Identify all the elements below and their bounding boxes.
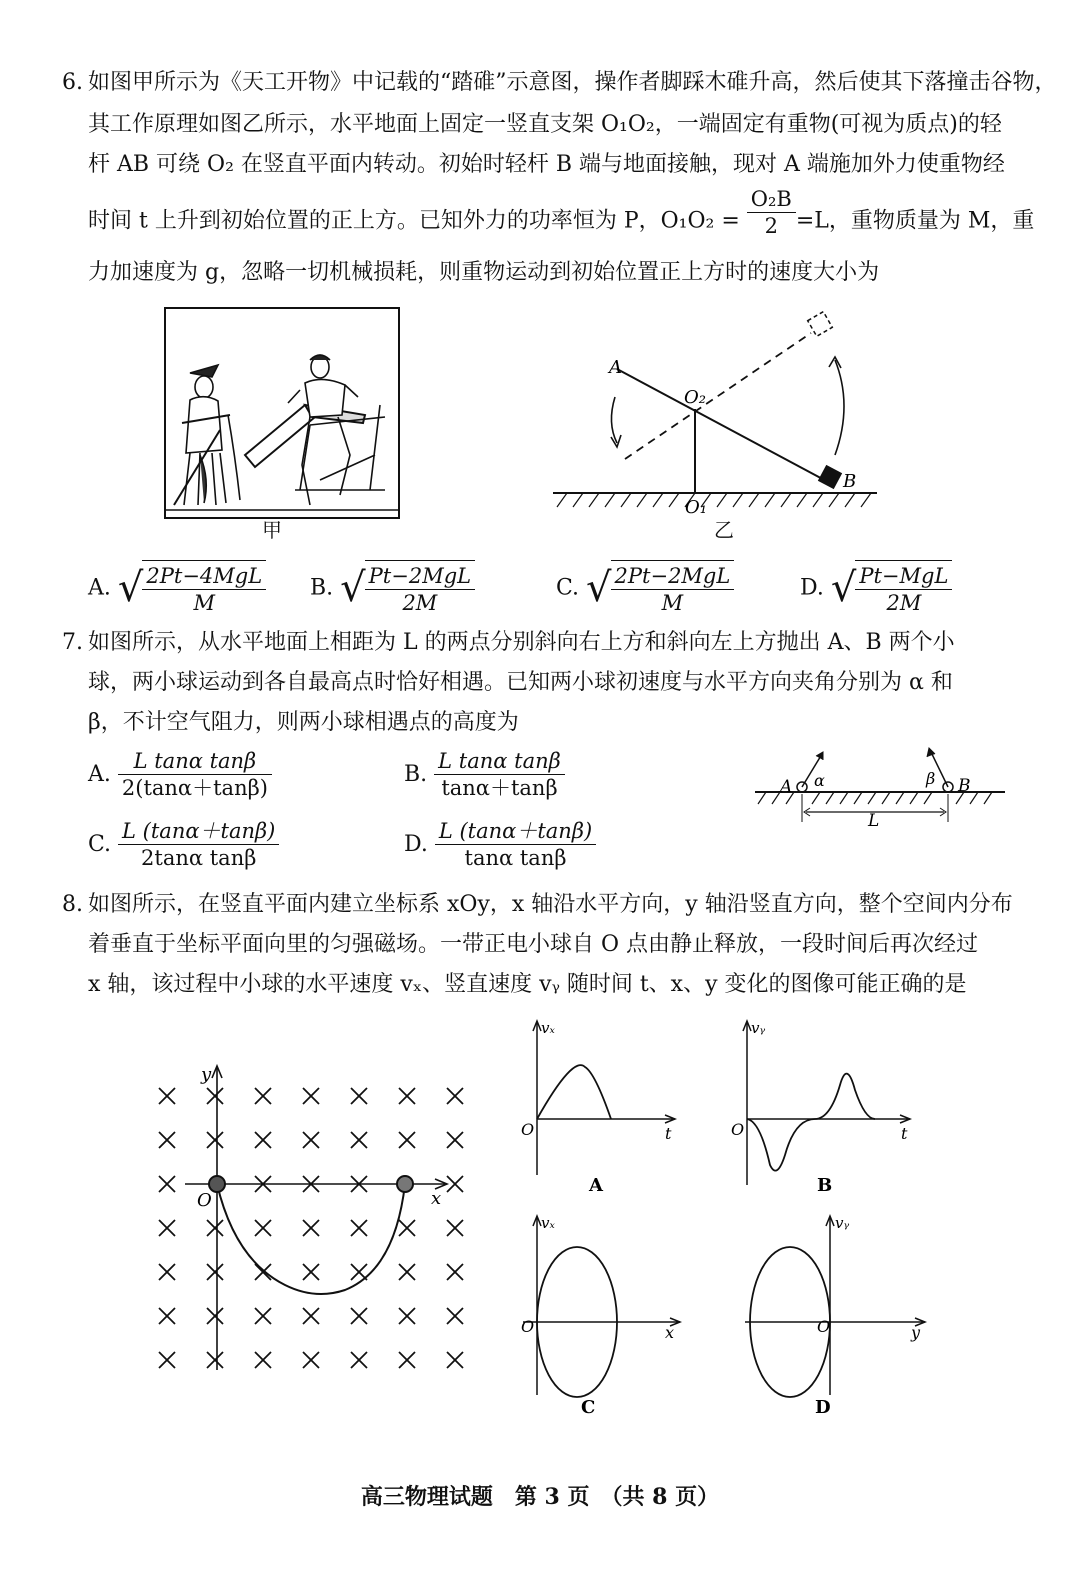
q7-option-c-den: 2tanα tanβ bbox=[141, 846, 257, 870]
q8-graph-b-yaxis: vᵧ bbox=[751, 1019, 766, 1037]
q7-option-d-num: L (tanα＋tanβ) bbox=[435, 818, 596, 845]
q7-option-c-label: C. bbox=[88, 832, 112, 857]
q7-option-a-den: 2(tanα＋tanβ) bbox=[121, 776, 268, 800]
q8-graph-d-yaxis: vᵧ bbox=[835, 1214, 850, 1232]
q6-option-a: A. √ $\frac{\text{2Pt−4MgL}}{M}$ bbox=[88, 560, 266, 616]
q8-graph-d-xaxis: y bbox=[911, 1323, 921, 1342]
fig-yi-label: 乙 bbox=[714, 518, 734, 542]
q7-option-b-label: B. bbox=[404, 762, 428, 787]
q6-option-a-num: 2Pt−4MgL bbox=[142, 563, 266, 590]
q8-graph-a-label: A bbox=[589, 1175, 603, 1195]
q8-graph-b bbox=[725, 1015, 925, 1195]
q6-option-c-num: 2Pt−2MgL bbox=[611, 563, 735, 590]
q6-line-4-tail: =L，重物质量为 M，重 bbox=[795, 208, 1035, 234]
q8-line-3: x 轴，该过程中小球的水平速度 vₓ、竖直速度 vᵧ 随时间 t、x、y 变化的图像可能正确的是 bbox=[88, 972, 967, 997]
q8-graph-c-origin: O bbox=[521, 1317, 535, 1336]
q7-option-a-label: A. bbox=[88, 762, 111, 787]
fig-yi-rod-rotated bbox=[625, 333, 811, 459]
q8-graph-d bbox=[735, 1210, 935, 1420]
q6-option-b-label: B. bbox=[310, 575, 334, 601]
fig-yi-label-o2: O₂ bbox=[684, 387, 706, 408]
q8-label-y: y bbox=[201, 1064, 212, 1085]
q6-inline-fraction bbox=[747, 186, 796, 239]
fig-jia-illustration bbox=[160, 305, 405, 540]
q8-magnetic-field-crosses bbox=[159, 1088, 463, 1368]
fig-jia-worker-right bbox=[288, 355, 385, 505]
q7-option-b-num: L tanα tanβ bbox=[434, 748, 565, 775]
q8-graph-a-yaxis: vₓ bbox=[541, 1019, 555, 1037]
q6-line-3: 杆 AB 可绕 O₂ 在竖直平面内转动。初始时轻杆 B 端与地面接触，现对 A 端施加外力使重物经 bbox=[88, 152, 1005, 177]
q7-option-a-num: L tanα tanβ bbox=[118, 748, 272, 775]
q8-graph-a-xaxis: t bbox=[665, 1124, 672, 1143]
q8-graph-b-label: B bbox=[817, 1175, 833, 1195]
q6-option-c: C. √ $\frac{\text{2Pt−2MgL}}{M}$ bbox=[556, 560, 734, 616]
q8-number: 8. bbox=[62, 892, 83, 917]
q6-option-d-num: Pt−MgL bbox=[855, 563, 952, 590]
q8-label-o: O bbox=[197, 1190, 212, 1211]
q8-ball-end bbox=[397, 1176, 413, 1192]
q6-line-1: 如图甲所示为《天工开物》中记载的“踏碓”示意图，操作者脚踩木碓升高，然后使其下落撞击谷物， bbox=[88, 70, 1057, 95]
q8-graph-a bbox=[515, 1015, 690, 1195]
q6-frac-den: 2 bbox=[764, 214, 778, 238]
q7-option-a bbox=[88, 748, 272, 801]
q7-figure bbox=[750, 742, 1010, 832]
q7-option-d-den: tanα tanβ bbox=[464, 846, 567, 870]
q6-line-4-text: 时间 t 上升到初始位置的正上方。已知外力的功率恒为 P，O₁O₂ = bbox=[88, 208, 740, 234]
q8-label-x: x bbox=[431, 1188, 442, 1209]
fig-yi-diagram bbox=[545, 305, 885, 540]
q6-option-a-label: A. bbox=[88, 575, 111, 601]
q7-line-3: β，不计空气阻力，则两小球相遇点的高度为 bbox=[88, 710, 519, 735]
q7-label-a: A bbox=[780, 777, 793, 797]
fig-yi-rod bbox=[617, 369, 830, 483]
q7-label-beta: β bbox=[926, 769, 936, 788]
q8-trajectory bbox=[217, 1184, 405, 1294]
q7-line-2: 球，两小球运动到各自最高点时恰好相遇。已知两小球初速度与水平方向夹角分别为 α 和 bbox=[88, 670, 953, 695]
fig-yi-hatch bbox=[557, 493, 871, 507]
fig-yi-weight bbox=[818, 465, 842, 489]
q6-frac-num: O₂B bbox=[747, 186, 796, 213]
q7-label-l: L bbox=[868, 811, 880, 831]
q6-option-c-den: M bbox=[661, 591, 684, 615]
fig-yi-arrow-left bbox=[611, 397, 617, 443]
q8-graph-c-label: C bbox=[581, 1397, 596, 1418]
q7-option-d bbox=[404, 818, 596, 871]
q8-field-figure bbox=[145, 1060, 480, 1380]
q8-graph-b-origin: O bbox=[731, 1120, 745, 1139]
q7-label-b: B bbox=[958, 776, 971, 796]
page-footer: 高三物理试题 第 3 页 （共 8 页） bbox=[360, 1484, 720, 1510]
q6-option-d-label: D. bbox=[800, 575, 824, 601]
q7-number: 7. bbox=[62, 630, 83, 655]
q8-line-1: 如图所示，在竖直平面内建立坐标系 xOy，x 轴沿水平方向，y 轴沿竖直方向，整个空间内分布 bbox=[88, 892, 1013, 917]
fig-yi-label-a: A bbox=[609, 357, 622, 378]
q8-line-2: 着垂直于坐标平面向里的匀强磁场。一带正电小球自 O 点由静止释放，一段时间后再次经过 bbox=[88, 932, 979, 957]
fig-yi-arrow-right bbox=[835, 360, 844, 455]
q6-option-c-label: C. bbox=[556, 575, 580, 601]
q6-line-4 bbox=[88, 187, 1035, 239]
q8-graph-c-yaxis: vₓ bbox=[541, 1214, 555, 1232]
q7-option-b-den: tanα＋tanβ bbox=[441, 776, 558, 800]
q6-line-5: 力加速度为 g，忽略一切机械损耗，则重物运动到初始位置正上方时的速度大小为 bbox=[88, 260, 880, 285]
q6-number: 6. bbox=[62, 70, 83, 95]
q7-option-b bbox=[404, 748, 565, 801]
q7-option-d-label: D. bbox=[404, 832, 428, 857]
q6-option-d: D. √ $\frac{\text{Pt−MgL}}{2M}$ bbox=[800, 560, 952, 616]
q8-graph-a-origin: O bbox=[521, 1120, 535, 1139]
q8-graph-c bbox=[515, 1210, 690, 1420]
q6-line-2: 其工作原理如图乙所示，水平地面上固定一竖直支架 O₁O₂，一端固定有重物(可视为质点)的轻 bbox=[88, 112, 1002, 137]
fig-jia-label: 甲 bbox=[262, 518, 282, 542]
q8-graph-c-xaxis: x bbox=[665, 1323, 675, 1342]
q6-option-b: B. √ $\frac{\text{Pt−2MgL}}{2M}$ bbox=[310, 560, 475, 616]
fig-yi-label-b: B bbox=[843, 471, 857, 492]
fig-yi-weight-rotated bbox=[808, 312, 833, 337]
q6-option-b-num: Pt−2MgL bbox=[365, 563, 475, 590]
q8-graph-b-xaxis: t bbox=[901, 1124, 908, 1143]
q8-graph-b-curve bbox=[747, 1074, 875, 1171]
fig-jia-worker-left bbox=[174, 365, 240, 505]
q6-option-a-den: M bbox=[193, 591, 216, 615]
q8-graph-d-origin: O bbox=[817, 1317, 831, 1336]
q6-option-b-den: 2M bbox=[402, 591, 438, 615]
fig-yi-label-o1: O₁ bbox=[685, 497, 707, 518]
q6-option-d-den: 2M bbox=[886, 591, 922, 615]
q8-graph-d-label: D bbox=[815, 1397, 831, 1418]
q7-label-alpha: α bbox=[814, 771, 825, 790]
q8-graph-a-curve bbox=[537, 1065, 611, 1119]
q7-option-c bbox=[88, 818, 279, 871]
q7-option-c-num: L (tanα＋tanβ) bbox=[118, 818, 279, 845]
q7-line-1: 如图所示，从水平地面上相距为 L 的两点分别斜向右上方和斜向左上方抛出 A、B 两个小 bbox=[88, 630, 955, 655]
